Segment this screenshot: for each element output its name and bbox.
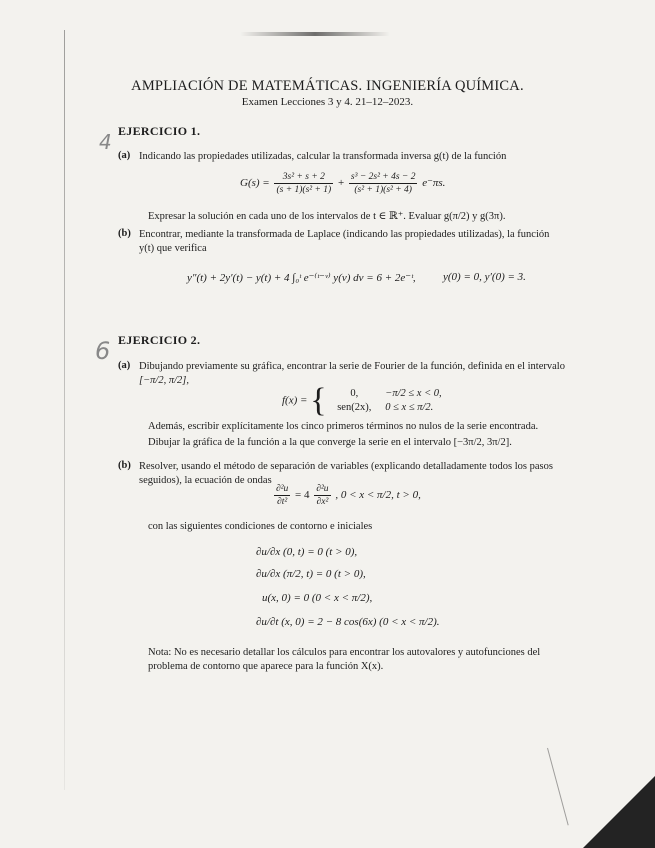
wave-domain: , 0 < x < π/2, t > 0, xyxy=(335,489,421,502)
boundary-condition-2: ∂u/∂x (π/2, t) = 0 (t > 0), xyxy=(256,568,366,580)
ex1-b-statement-1: Encontrar, mediante la transformada de Laplace (indicando las propiedades utilizadas), la función xyxy=(139,229,550,240)
ex1-b-integral-equation: y″(t) + 2y′(t) − y(t) + 4 ∫₀ᵗ e⁻⁽ᵗ⁻ᵛ⁾ y(v) dv = 6 + 2e⁻ᵗ, xyxy=(187,272,416,284)
ex1-a-frac1-den: (s + 1)(s² + 1) xyxy=(276,185,332,195)
ex1-b-statement-2: y(t) que verifica xyxy=(139,243,207,254)
ex2-b-statement-1: Resolver, usando el método de separación de variables (explicando detalladamente todos los pasos xyxy=(139,461,553,472)
wave-equals: = 4 xyxy=(295,489,310,502)
ex2-a-label: (a) xyxy=(118,360,131,371)
handwritten-grade-2: 6 xyxy=(95,337,111,365)
scan-corner xyxy=(583,776,655,848)
wave-lhs-frac xyxy=(274,484,290,507)
wave-lhs-den: ∂t² xyxy=(277,497,288,507)
ex1-a-frac2-num: s³ − 2s² + 4s − 2 xyxy=(350,172,416,182)
scan-edge-line xyxy=(64,30,65,790)
ex2-a-cases xyxy=(329,387,447,415)
ex1-a-frac1 xyxy=(274,172,333,195)
note-line-2: problema de contorno que aparece para la función X(x). xyxy=(148,661,384,672)
wave-rhs-den: ∂x² xyxy=(316,497,329,507)
ex2-a-interval: [−π/2, π/2], xyxy=(139,375,189,386)
ex1-a-eq-lhs: G(s) = xyxy=(240,177,270,190)
ex1-a-statement: Indicando las propiedades utilizadas, calcular la transformada inversa g(t) de la función xyxy=(139,151,507,162)
ex2-a-f-lhs: f(x) = xyxy=(282,394,308,407)
ex2-b-statement-3: con las siguientes condiciones de contorno e iniciales xyxy=(148,521,373,532)
handwritten-grade-1: 4 xyxy=(99,130,112,154)
ex1-a-exp: e⁻πs. xyxy=(422,177,446,190)
ex1-a-label: (a) xyxy=(118,150,131,161)
scan-scratch xyxy=(547,748,569,826)
case-1-value: 0, xyxy=(350,388,359,399)
boundary-condition-1: ∂u/∂x (0, t) = 0 (t > 0), xyxy=(256,546,358,558)
exercise-1-heading: EJERCICIO 1. xyxy=(118,124,201,138)
case-1-condition: −π/2 ≤ x < 0, xyxy=(385,388,442,399)
ex1-a-frac2 xyxy=(349,172,418,195)
ex2-a-piecewise xyxy=(282,382,448,419)
exam-subtitle: Examen Lecciones 3 y 4. 21–12–2023. xyxy=(241,96,414,108)
case-2-condition: 0 ≤ x ≤ π/2. xyxy=(385,402,434,413)
ex2-b-label: (b) xyxy=(118,460,131,471)
note-line-1: Nota: No es necesario detallar los cálculos para encontrar los autovalores y autofunciones del xyxy=(148,647,541,658)
ex1-a-frac2-den: (s² + 1)(s² + 4) xyxy=(354,185,412,195)
wave-rhs-num: ∂²u xyxy=(316,484,329,494)
ex2-b-statement-2: seguidos), la ecuación de ondas xyxy=(139,475,272,486)
left-brace: { xyxy=(310,382,327,419)
case-2-value: sen(2x), xyxy=(337,402,372,413)
scan-shadow xyxy=(240,32,390,36)
ex2-a-statement-3: Además, escribir explícitamente los cinco primeros términos no nulos de la serie encontrada. xyxy=(148,421,539,432)
ex1-a-equation xyxy=(240,172,445,195)
ex2-a-statement-4: Dibujar la gráfica de la función a la que converge la serie en el intervalo [−3π/2, 3π/2]. xyxy=(148,437,512,448)
exam-title: AMPLIACIÓN DE MATEMÁTICAS. INGENIERÍA QUÍMICA. xyxy=(131,78,524,94)
ex2-a-statement-1: Dibujando previamente su gráfica, encontrar la serie de Fourier de la función, definida en el intervalo xyxy=(139,361,565,372)
ex1-a-plus: + xyxy=(337,177,345,190)
ex1-b-label: (b) xyxy=(118,228,131,239)
wave-rhs-frac xyxy=(314,484,330,507)
ex1-b-initial-conditions: y(0) = 0, y′(0) = 3. xyxy=(443,271,526,283)
initial-condition-2: ∂u/∂t (x, 0) = 2 − 8 cos(6x) (0 < x < π/2). xyxy=(256,616,440,628)
ex1-a-instruction: Expresar la solución en cada uno de los intervalos de t ∈ ℝ⁺. Evaluar g(π/2) y g(3π). xyxy=(148,211,506,222)
wave-lhs-num: ∂²u xyxy=(276,484,289,494)
ex2-b-wave-equation xyxy=(272,484,421,507)
initial-condition-1: u(x, 0) = 0 (0 < x < π/2), xyxy=(262,592,373,604)
ex1-a-frac1-num: 3s² + s + 2 xyxy=(274,172,333,184)
exercise-2-heading: EJERCICIO 2. xyxy=(118,333,201,347)
